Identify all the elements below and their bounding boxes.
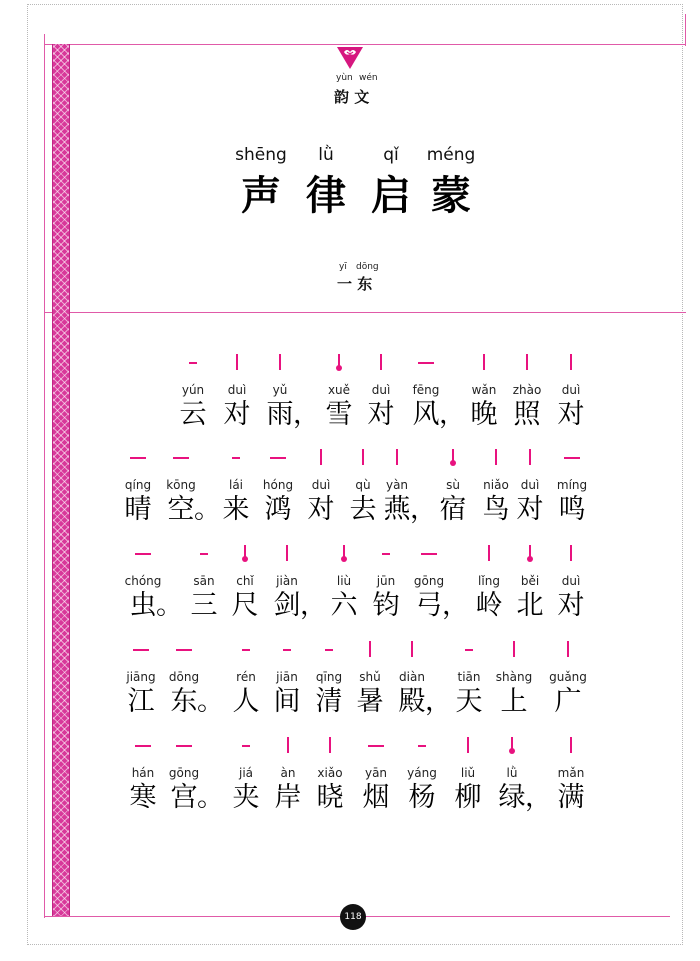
- tone-mark: [421, 553, 437, 555]
- verse-character: 绿: [498, 782, 526, 813]
- title-char-2: 律: [306, 172, 346, 219]
- decorative-side-band: [52, 44, 70, 916]
- pinyin-syllable: àn: [280, 766, 296, 780]
- tone-mark: [368, 745, 384, 747]
- header-rule-top: [44, 44, 686, 45]
- pinyin-syllable: běi: [520, 574, 540, 588]
- verse-character: 钧: [372, 590, 400, 621]
- tone-mark: [567, 641, 569, 657]
- pinyin-syllable: sù: [446, 478, 460, 492]
- verse-character: 天: [455, 686, 483, 717]
- pinyin-syllable: shàng: [495, 670, 533, 684]
- tone-mark: [396, 449, 398, 465]
- punctuation-mark: ，: [439, 399, 466, 430]
- tone-mark: [176, 649, 192, 651]
- verse-character: 来: [222, 494, 250, 525]
- verse-character: 上: [500, 686, 528, 717]
- verse-character: 对: [516, 494, 544, 525]
- tone-mark: [130, 457, 146, 459]
- tone-mark: [529, 545, 531, 561]
- chapter-pinyin-1: yī: [339, 262, 347, 272]
- pinyin-syllable: chóng: [124, 574, 162, 588]
- title-char-3: 启: [371, 172, 411, 219]
- verse-character: 北: [516, 590, 544, 621]
- tone-mark: [380, 354, 382, 370]
- verse-character: 岭: [475, 590, 503, 621]
- pinyin-syllable: jiāng: [126, 670, 156, 684]
- tone-mark: [287, 737, 289, 753]
- pinyin-syllable: duì: [561, 383, 581, 397]
- verse-character: 弓: [415, 590, 443, 621]
- verse-character: 间: [273, 686, 301, 717]
- punctuation-mark: ，: [410, 494, 437, 525]
- pinyin-syllable: qíng: [124, 478, 152, 492]
- tone-mark: [242, 745, 250, 747]
- verse-character: 殿: [398, 686, 426, 717]
- pinyin-syllable: lǐng: [478, 574, 500, 588]
- tone-mark: [418, 362, 434, 364]
- tone-mark: [329, 737, 331, 753]
- chapter-title: 一 东: [337, 275, 373, 293]
- margin-rule-right: [685, 14, 686, 46]
- pinyin-syllable: duì: [520, 478, 540, 492]
- pinyin-syllable: duì: [311, 478, 331, 492]
- verse-character: 对: [557, 399, 585, 430]
- section-pinyin-2: wén: [359, 73, 378, 83]
- tone-mark: [283, 649, 291, 651]
- verse-character: 尺: [231, 590, 259, 621]
- section-pinyin-1: yùn: [336, 73, 353, 83]
- verse-character: 三: [190, 590, 218, 621]
- pinyin-syllable: hóng: [262, 478, 294, 492]
- verse-character: 风: [412, 399, 440, 430]
- verse-character: 烟: [362, 782, 390, 813]
- punctuation-mark: 。: [156, 590, 183, 621]
- pinyin-syllable: liǔ: [460, 766, 476, 780]
- verse-character: 夹: [232, 782, 260, 813]
- punctuation-mark: 。: [197, 782, 224, 813]
- tone-mark: [369, 641, 371, 657]
- pinyin-syllable: lái: [228, 478, 244, 492]
- pinyin-syllable: liù: [336, 574, 352, 588]
- tone-mark: [570, 545, 572, 561]
- pinyin-syllable: yàn: [385, 478, 409, 492]
- tone-mark: [570, 737, 572, 753]
- tone-mark: [570, 354, 572, 370]
- pinyin-syllable: jiàn: [276, 574, 298, 588]
- pinyin-syllable: zhào: [512, 383, 542, 397]
- verse-character: 江: [127, 686, 155, 717]
- pinyin-syllable: qīng: [315, 670, 343, 684]
- page-number: 118: [340, 904, 366, 930]
- verse-character: 雨: [266, 399, 294, 430]
- tone-mark: [452, 449, 454, 465]
- title-pinyin-2: lǜ: [318, 145, 334, 165]
- tone-mark: [320, 449, 322, 465]
- pinyin-syllable: míng: [556, 478, 588, 492]
- tone-mark: [513, 641, 515, 657]
- tone-mark: [135, 553, 151, 555]
- pinyin-syllable: lǜ: [506, 766, 518, 780]
- pinyin-syllable: xuě: [327, 383, 351, 397]
- verse-character: 柳: [454, 782, 482, 813]
- title-char-1: 声: [241, 172, 281, 219]
- verse-character: 暑: [356, 686, 384, 717]
- pinyin-syllable: yān: [364, 766, 388, 780]
- verse-character: 剑: [273, 590, 301, 621]
- title-pinyin-3: qǐ: [383, 145, 399, 165]
- verse-character: 晚: [470, 399, 498, 430]
- pinyin-syllable: yáng: [407, 766, 437, 780]
- pinyin-syllable: yún: [181, 383, 205, 397]
- pinyin-syllable: jiá: [238, 766, 254, 780]
- verse-character: 云: [179, 399, 207, 430]
- pinyin-syllable: qù: [355, 478, 371, 492]
- verse-character: 晓: [316, 782, 344, 813]
- verse-character: 岸: [274, 782, 302, 813]
- pinyin-syllable: hán: [131, 766, 155, 780]
- verse-character: 鸿: [264, 494, 292, 525]
- pinyin-syllable: rén: [236, 670, 256, 684]
- verse-character: 雪: [325, 399, 353, 430]
- punctuation-mark: ，: [525, 782, 552, 813]
- pinyin-syllable: duì: [561, 574, 581, 588]
- pinyin-syllable: kōng: [166, 478, 196, 492]
- tone-mark: [488, 545, 490, 561]
- tone-mark: [483, 354, 485, 370]
- tone-mark: [511, 737, 513, 753]
- pinyin-syllable: xiǎo: [317, 766, 343, 780]
- pinyin-syllable: chǐ: [236, 574, 254, 588]
- section-title: 韵 文: [334, 88, 370, 106]
- tone-mark: [173, 457, 189, 459]
- pinyin-syllable: fēng: [412, 383, 440, 397]
- verse-character: 广: [554, 686, 582, 717]
- tone-mark: [244, 545, 246, 561]
- pinyin-syllable: sān: [193, 574, 215, 588]
- verse-character: 对: [223, 399, 251, 430]
- pinyin-syllable: wǎn: [471, 383, 497, 397]
- pinyin-syllable: duì: [227, 383, 247, 397]
- tone-mark: [526, 354, 528, 370]
- pinyin-syllable: mǎn: [557, 766, 585, 780]
- verse-character: 清: [315, 686, 343, 717]
- tone-mark: [189, 362, 197, 364]
- verse-character: 东: [170, 686, 198, 717]
- verse-character: 燕: [383, 494, 411, 525]
- tone-mark: [286, 545, 288, 561]
- pinyin-syllable: jiān: [276, 670, 298, 684]
- tone-mark: [362, 449, 364, 465]
- tone-mark: [418, 745, 426, 747]
- tone-mark: [176, 745, 192, 747]
- tone-mark: [200, 553, 208, 555]
- header-rule-bottom: [44, 312, 686, 313]
- tone-mark: [279, 354, 281, 370]
- pinyin-syllable: tiān: [457, 670, 481, 684]
- tone-mark: [242, 649, 250, 651]
- verse-character: 虫: [129, 590, 157, 621]
- chapter-pinyin-2: dōng: [356, 262, 379, 272]
- verse-character: 空: [167, 494, 195, 525]
- cloud-ornament-icon: [336, 46, 364, 70]
- tone-mark: [467, 737, 469, 753]
- tone-mark: [382, 553, 390, 555]
- tone-mark: [232, 457, 240, 459]
- title-pinyin-4: méng: [426, 145, 476, 165]
- verse-character: 杨: [408, 782, 436, 813]
- tone-mark: [325, 649, 333, 651]
- verse-character: 去: [349, 494, 377, 525]
- title-char-4: 蒙: [431, 172, 471, 219]
- pinyin-syllable: dōng: [168, 670, 200, 684]
- tone-mark: [343, 545, 345, 561]
- tone-mark: [465, 649, 473, 651]
- pinyin-syllable: duì: [371, 383, 391, 397]
- pinyin-syllable: niǎo: [483, 478, 509, 492]
- tone-mark: [133, 649, 149, 651]
- pinyin-syllable: guǎng: [549, 670, 587, 684]
- pinyin-syllable: yǔ: [272, 383, 288, 397]
- verse-character: 满: [557, 782, 585, 813]
- tone-mark: [529, 449, 531, 465]
- verse-character: 宫: [170, 782, 198, 813]
- tone-mark: [495, 449, 497, 465]
- margin-rule-left: [44, 34, 45, 918]
- verse-character: 鸣: [558, 494, 586, 525]
- punctuation-mark: ，: [425, 686, 452, 717]
- pinyin-syllable: gōng: [413, 574, 445, 588]
- verse-character: 照: [513, 399, 541, 430]
- verse-character: 对: [367, 399, 395, 430]
- verse-character: 对: [307, 494, 335, 525]
- punctuation-mark: ，: [293, 399, 320, 430]
- pinyin-syllable: jūn: [376, 574, 396, 588]
- tone-mark: [236, 354, 238, 370]
- tone-mark: [135, 745, 151, 747]
- punctuation-mark: ，: [300, 590, 327, 621]
- title-pinyin-1: shēng: [235, 145, 287, 165]
- punctuation-mark: 。: [194, 494, 221, 525]
- verse-character: 六: [330, 590, 358, 621]
- tone-mark: [338, 354, 340, 370]
- verse-character: 人: [232, 686, 260, 717]
- tone-mark: [411, 641, 413, 657]
- tone-mark: [270, 457, 286, 459]
- punctuation-mark: 。: [197, 686, 224, 717]
- pinyin-syllable: gōng: [168, 766, 200, 780]
- verse-character: 鸟: [482, 494, 510, 525]
- verse-character: 寒: [129, 782, 157, 813]
- verse-character: 宿: [439, 494, 467, 525]
- tone-mark: [564, 457, 580, 459]
- pinyin-syllable: shǔ: [359, 670, 381, 684]
- punctuation-mark: ，: [442, 590, 469, 621]
- pinyin-syllable: diàn: [399, 670, 425, 684]
- verse-character: 对: [557, 590, 585, 621]
- verse-character: 晴: [124, 494, 152, 525]
